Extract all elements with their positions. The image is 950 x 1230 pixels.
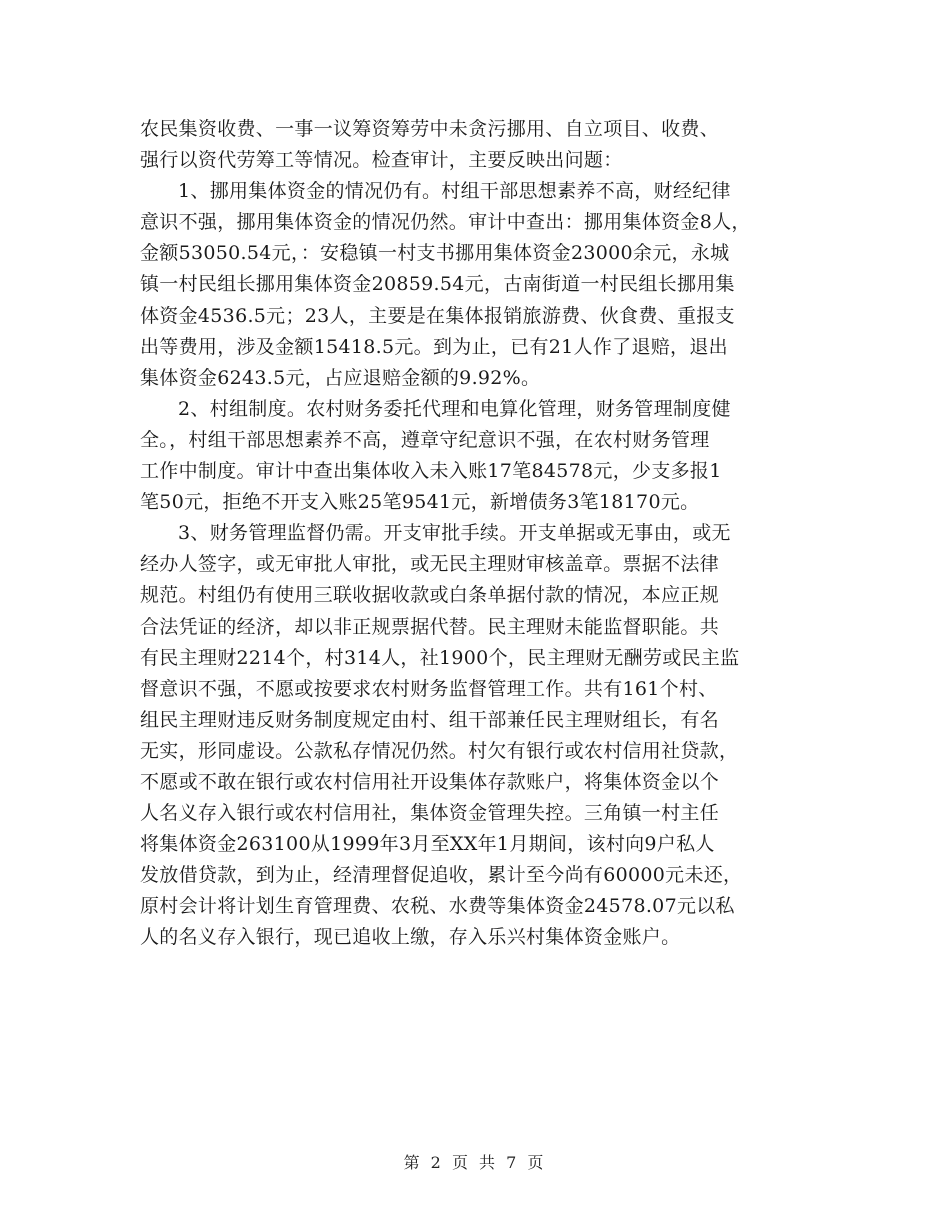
page-number-footer: 第 2 页 共 7 页 xyxy=(403,1153,547,1172)
text-line: 无实，形同虚设。公款私存情况仍然。村欠有银行或农村信用社贷款， xyxy=(140,739,739,762)
text-line: 全。，村组干部思想素养不高，遵章守纪意识不强，在农村财务管理 xyxy=(140,428,710,451)
text-line: 集体资金6243.5元，占应退赔金额的9.92%。 xyxy=(140,366,541,389)
text-line: 农民集资收费、一事一议筹资筹劳中未贪污挪用、自立项目、收费、 xyxy=(140,118,720,140)
paragraph-2-start: 2、村组制度。农村财务委托代理和电算化管理，财务管理制度健 xyxy=(178,397,731,420)
text-line: 人的名义存入银行，现已追收上缴，存入乐兴村集体资金账户。 xyxy=(140,926,681,949)
text-line: 合法凭证的经济，却以非正规票据代替。民主理财未能监督职能。共 xyxy=(140,615,720,638)
document-body xyxy=(140,114,820,954)
text-line: 原村会计将计划生育管理费、农税、水费等集体资金24578.07元以私 xyxy=(140,895,735,918)
text-line: 强行以资代劳筹工等情况。检查审计，主要反映出问题： xyxy=(140,149,623,172)
text-line: 工作中制度。审计中查出集体收入未入账17笔84578元，少支多报1 xyxy=(140,460,722,483)
text-line: 规范。村组仍有使用三联收据收款或白条单据付款的情况，本应正规 xyxy=(140,584,720,607)
text-line: 笔50元，拒绝不开支入账25笔9541元，新增债务3笔18170元。 xyxy=(140,491,700,514)
text-line: 意识不强，挪用集体资金的情况仍然。审计中查出：挪用集体资金8人， xyxy=(140,211,751,234)
paragraph-3-start: 3、财务管理监督仍需。开支审批手续。开支单据或无事由，或无 xyxy=(178,522,731,545)
text-line: 人名义存入银行或农村信用社，集体资金管理失控。三角镇一村主任 xyxy=(140,802,720,825)
text-line: 不愿或不敢在银行或农村信用社开设集体存款账户，将集体资金以个 xyxy=(140,770,720,793)
text-line: 金额53050.54元，：安稳镇一村支书挪用集体资金23000余元，永城 xyxy=(140,242,730,265)
text-line: 出等费用，涉及金额15418.5元。到为止，已有21人作了退赔，退出 xyxy=(140,335,728,358)
text-line: 发放借贷款，到为止，经清理督促追收，累计至今尚有60000元未还， xyxy=(140,864,743,887)
text-line: 有民主理财2214个，村314人，社1900个，民主理财无酬劳或民主监 xyxy=(140,646,740,669)
text-line: 组民主理财违反财务制度规定由村、组干部兼任民主理财组长，有名 xyxy=(140,708,720,731)
text-line: 将集体资金263100从1999年3月至XX年1月期间，该村向9户私人 xyxy=(140,833,715,856)
text-line: 体资金4536.5元；23人，主要是在集体报销旅游费、伙食费、重报支 xyxy=(140,304,735,327)
text-line: 镇一村民组长挪用集体资金20859.54元，古南街道一村民组长挪用集 xyxy=(140,273,735,296)
text-line: 督意识不强，不愿或按要求农村财务监督管理工作。共有161个村、 xyxy=(140,677,718,700)
text-line: 经办人签字，或无审批人审批，或无民主理财审核盖章。票据不法律 xyxy=(140,553,720,576)
paragraph-1-start: 1、挪用集体资金的情况仍有。村组干部思想素养不高，财经纪律 xyxy=(178,180,731,203)
